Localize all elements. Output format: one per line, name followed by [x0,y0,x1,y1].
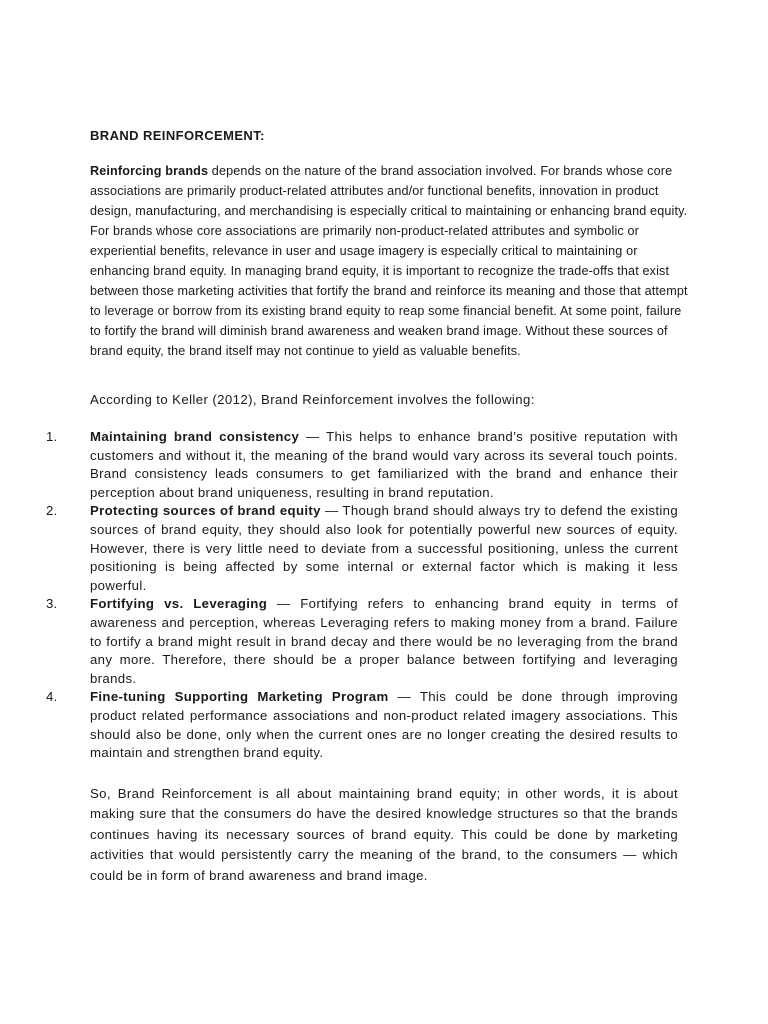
list-item-number: 4. [46,689,58,705]
intro-lead-bold: Reinforcing brands [90,164,209,178]
list-item [46,595,678,688]
summary-paragraph: So, Brand Reinforcement is all about maintaining brand equity; in other words, it is about making sure that the consumers do have the desired knowledge structures so that the brands continues having its necessary sources of brand equity. This could be done by marketing activities that would persistently carry the meaning of the brand, to the consumers — which could be in form of brand awareness and brand image. [90,786,678,883]
reinforcement-list [46,428,678,763]
intro-text: depends on the nature of the brand association involved. For brands whose core associations are primarily product-related attributes and/or functional benefits, innovation in product design, manufacturing, and merchandising is especially critical to maintaining or enhancing brand equity. For brands whose core associations are primarily non-product-related attributes and symbolic or experiential benefits, relevance in user and usage imagery is especially critical to maintaining or enhancing brand equity. In managing brand equity, it is important to recognize the trade-offs that exist between those marketing activities that fortify the brand and reinforce its meaning and those that attempt to leverage or borrow from its existing brand equity to reap some financial benefit. At some point, failure to fortify the brand will diminish brand awareness and weaken brand image. Without these sources of brand equity, the brand itself may not continue to yield as valuable benefits. [90,164,688,358]
list-item-text: — This helps to enhance brand’s positive reputation with customers and without it, the meaning of the brand would vary across its several touch points. Brand consistency leads consumers to get familiarized with the brand and enhance their perception about brand uniqueness, resulting in brand reputation. [90,429,678,500]
list-item-title: Fine-tuning Supporting Marketing Program [90,689,389,705]
list-item-title: Fortifying vs. Leveraging [90,596,268,612]
keller-line: According to Keller (2012), Brand Reinforcement involves the following: [90,392,535,407]
list-item-number: 2. [46,503,58,519]
list-item [46,688,678,762]
list-item-text: — Fortifying refers to enhancing brand equity in terms of awareness and perception, whereas Leveraging refers to making money from a brand. Failure to fortify a brand might result in brand decay and there would be no leveraging from the brand any more. Therefore, there should be a proper balance between fortifying and leveraging brands. [90,596,678,686]
list-item [46,428,678,502]
list-item-text: — Though brand should always try to defend the existing sources of brand equity, they should also look for potentially powerful new sources of equity. However, there is very little need to deviate from a successful positioning, unless the current positioning is being affected by some internal or external factor which is making it less powerful. [90,503,679,593]
intro-paragraph [90,161,690,361]
list-item-title: Maintaining brand consistency [90,429,300,444]
list-item [46,502,678,595]
section-heading: BRAND REINFORCEMENT: [90,128,265,143]
list-item-number: 3. [46,596,58,612]
list-item-number: 1. [46,429,58,444]
list-item-title: Protecting sources of brand equity [90,503,321,519]
list-item-text: — This could be done through improving product related performance associations and non-product related imagery associations. This should also be done, only when the current ones are no longer creating the desired results to maintain and strengthen brand equity. [90,689,678,761]
